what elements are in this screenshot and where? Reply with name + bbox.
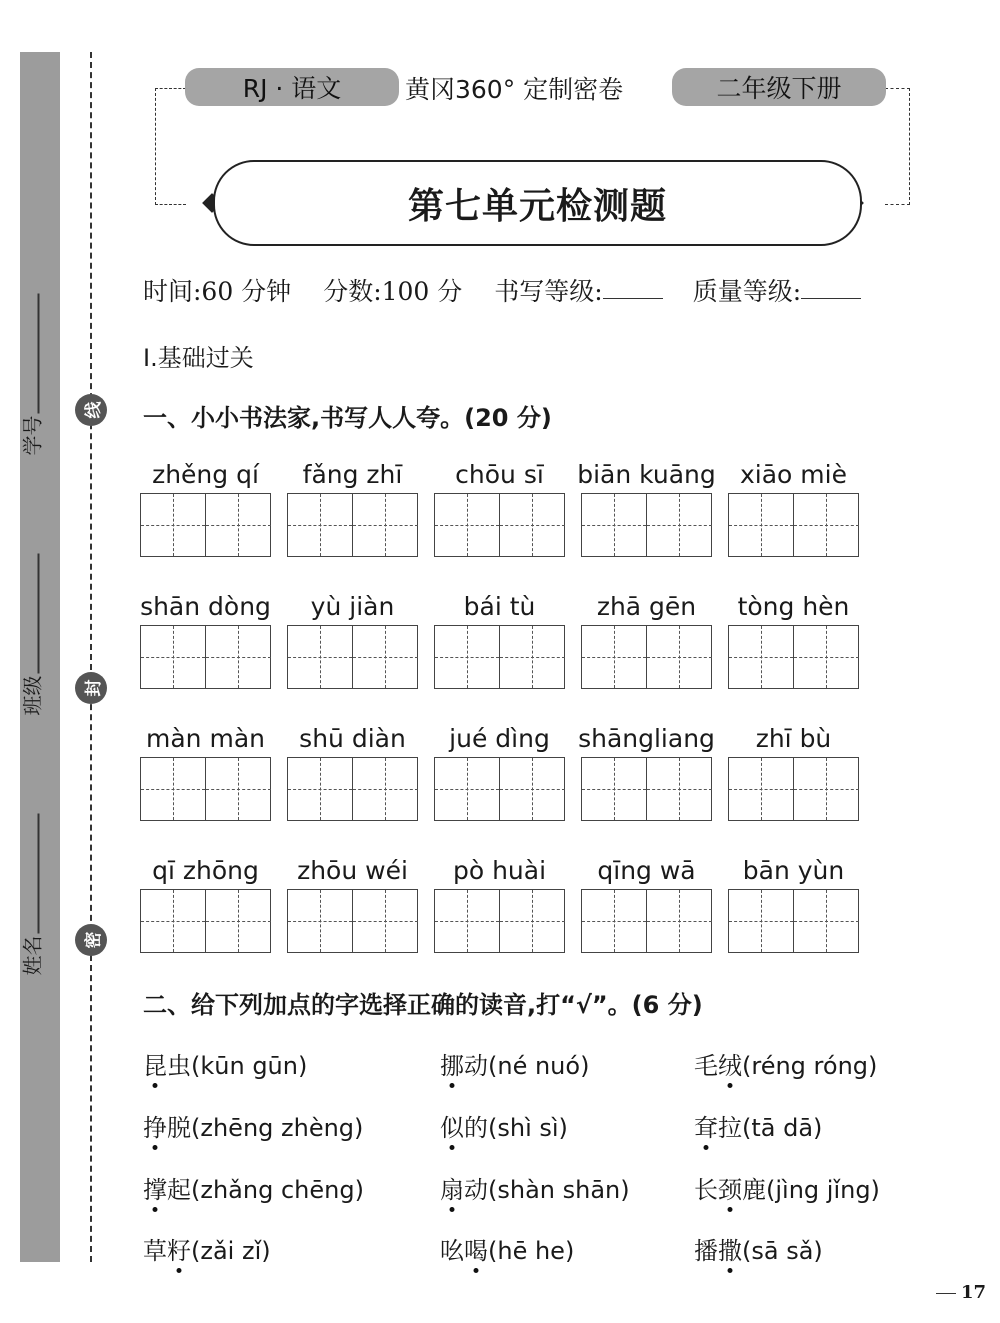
name-label: 姓名 xyxy=(20,935,45,976)
word-character: 昆 xyxy=(143,1052,167,1080)
writing-cell[interactable] xyxy=(647,758,712,820)
word-character: 草 xyxy=(143,1237,167,1265)
word-character: 动 xyxy=(464,1052,488,1080)
pinyin-prompt: jué dìng xyxy=(449,724,550,753)
quality-grade-blank[interactable] xyxy=(801,272,861,299)
score-info: 分数:100 分 xyxy=(323,277,463,306)
writing-cell[interactable] xyxy=(288,758,353,820)
writing-cell[interactable] xyxy=(794,626,859,688)
word-character: 撑 xyxy=(143,1176,167,1204)
page-number-dash xyxy=(936,1293,956,1294)
word-character: 颈 xyxy=(718,1176,742,1204)
header-frame-right xyxy=(885,88,910,205)
pronunciation-item[interactable] xyxy=(440,1046,589,1081)
emphasis-dot xyxy=(704,1145,709,1150)
writing-cell[interactable] xyxy=(141,494,206,556)
word-character: 播 xyxy=(694,1237,718,1265)
pronunciation-options[interactable]: (shàn shān) xyxy=(488,1176,630,1204)
q1-title: 一、小小书法家,书写人人夸。(20 分) xyxy=(143,404,552,432)
pronunciation-options[interactable]: (sā sǎ) xyxy=(742,1237,823,1265)
word-character: 耷 xyxy=(694,1114,718,1142)
pinyin-prompt: yù jiàn xyxy=(310,592,395,621)
word-character: 挪 xyxy=(440,1052,464,1080)
binding-dashed-line xyxy=(90,52,92,1262)
writing-cell[interactable] xyxy=(500,626,565,688)
word-character: 撒 xyxy=(718,1237,742,1265)
writing-cell[interactable] xyxy=(353,890,418,952)
pinyin-prompt: shū diàn xyxy=(299,724,406,753)
writing-cell[interactable] xyxy=(435,626,500,688)
emphasis-dot xyxy=(450,1207,455,1212)
writing-grade-blank[interactable] xyxy=(603,272,663,299)
emphasis-dot xyxy=(177,1268,182,1273)
pinyin-prompt: shān dòng xyxy=(140,592,271,621)
subject-badge: RJ · 语文 xyxy=(185,68,399,106)
writing-cell[interactable] xyxy=(647,890,712,952)
pronunciation-options[interactable]: (zhēng zhèng) xyxy=(191,1114,364,1142)
pronunciation-options[interactable]: (jìng jǐng) xyxy=(766,1176,880,1204)
pronunciation-item[interactable] xyxy=(694,1046,877,1081)
student-id-field[interactable] xyxy=(17,294,46,456)
pinyin-prompt: qī zhōng xyxy=(152,856,259,885)
writing-grid[interactable] xyxy=(728,757,859,821)
emphasis-dot xyxy=(153,1083,158,1088)
writing-cell[interactable] xyxy=(647,494,712,556)
writing-cell[interactable] xyxy=(141,758,206,820)
writing-cell[interactable] xyxy=(729,758,794,820)
word-character: 起 xyxy=(167,1176,191,1204)
writing-grid[interactable] xyxy=(434,493,565,557)
writing-grid[interactable] xyxy=(140,889,271,953)
name-line[interactable] xyxy=(23,814,39,934)
pronunciation-options[interactable]: (hē he) xyxy=(488,1237,575,1265)
header-frame-left xyxy=(155,88,186,205)
word-character: 毛 xyxy=(694,1052,718,1080)
time-info: 时间:60 分钟 xyxy=(143,277,292,306)
writing-cell[interactable] xyxy=(435,494,500,556)
writing-cell[interactable] xyxy=(435,758,500,820)
writing-cell[interactable] xyxy=(288,890,353,952)
pinyin-prompt: zhā gēn xyxy=(596,592,697,621)
student-id-line[interactable] xyxy=(23,294,39,414)
writing-cell[interactable] xyxy=(353,626,418,688)
writing-cell[interactable] xyxy=(141,890,206,952)
pinyin-prompt: biān kuāng xyxy=(577,460,716,489)
pronunciation-item[interactable] xyxy=(143,1170,364,1205)
writing-grid[interactable] xyxy=(581,757,712,821)
writing-cell[interactable] xyxy=(794,890,859,952)
word-character: 拉 xyxy=(718,1114,742,1142)
word-character: 挣 xyxy=(143,1114,167,1142)
binding-mark-line: 线 xyxy=(75,394,107,426)
page-title: 第七单元检测题 xyxy=(407,184,667,227)
pinyin-prompt: màn màn xyxy=(146,724,265,753)
writing-cell[interactable] xyxy=(729,890,794,952)
pronunciation-item[interactable] xyxy=(440,1170,630,1205)
pinyin-prompt: zhī bù xyxy=(755,724,832,753)
word-character: 喝 xyxy=(464,1237,488,1265)
pinyin-prompt: tòng hèn xyxy=(737,592,850,621)
pronunciation-item[interactable] xyxy=(694,1231,823,1266)
title-frame xyxy=(213,160,862,246)
writing-cell[interactable] xyxy=(582,494,647,556)
writing-grid[interactable] xyxy=(287,493,418,557)
pronunciation-options[interactable]: (réng róng) xyxy=(742,1052,878,1080)
writing-cell[interactable] xyxy=(206,626,271,688)
binding-mark-seal: 封 xyxy=(75,672,107,704)
pronunciation-options[interactable]: (zǎi zǐ) xyxy=(191,1237,271,1265)
writing-cell[interactable] xyxy=(435,890,500,952)
writing-cell[interactable] xyxy=(582,758,647,820)
writing-cell[interactable] xyxy=(206,758,271,820)
pronunciation-item[interactable] xyxy=(440,1231,574,1266)
class-field[interactable] xyxy=(17,554,46,716)
writing-grid[interactable] xyxy=(287,757,418,821)
pinyin-prompt: fǎng zhī xyxy=(302,460,403,489)
word-character: 似 xyxy=(440,1114,464,1142)
writing-cell[interactable] xyxy=(500,890,565,952)
writing-cell[interactable] xyxy=(794,494,859,556)
writing-grid[interactable] xyxy=(434,625,565,689)
writing-cell[interactable] xyxy=(288,626,353,688)
writing-grid[interactable] xyxy=(728,889,859,953)
pinyin-prompt: pò huài xyxy=(452,856,547,885)
writing-grade-label: 书写等级: xyxy=(494,277,603,306)
emphasis-dot xyxy=(728,1083,733,1088)
pinyin-prompt: zhěng qí xyxy=(152,460,259,489)
pronunciation-item[interactable] xyxy=(694,1108,822,1143)
writing-grid[interactable] xyxy=(287,625,418,689)
writing-grid[interactable] xyxy=(581,889,712,953)
pronunciation-options[interactable]: (shì sì) xyxy=(488,1114,568,1142)
writing-cell[interactable] xyxy=(500,758,565,820)
pinyin-prompt: chōu sī xyxy=(455,460,544,489)
writing-cell[interactable] xyxy=(582,626,647,688)
pronunciation-item[interactable] xyxy=(143,1108,363,1143)
pinyin-prompt: zhōu wéi xyxy=(297,856,408,885)
pronunciation-options[interactable]: (né nuó) xyxy=(488,1052,590,1080)
writing-grid[interactable] xyxy=(434,757,565,821)
q2-title: 二、给下列加点的字选择正确的读音,打“√”。(6 分) xyxy=(143,991,703,1019)
name-field[interactable] xyxy=(17,814,46,976)
writing-cell[interactable] xyxy=(288,494,353,556)
pinyin-prompt: shāngliang xyxy=(578,724,715,753)
writing-cell[interactable] xyxy=(582,890,647,952)
grade-badge: 二年级下册 xyxy=(672,68,886,106)
writing-grid[interactable] xyxy=(140,625,271,689)
quality-grade-label: 质量等级: xyxy=(692,277,802,306)
emphasis-dot xyxy=(728,1207,733,1212)
pinyin-prompt: qīng wā xyxy=(597,856,696,885)
writing-grid[interactable] xyxy=(728,493,859,557)
pronunciation-item[interactable] xyxy=(694,1170,880,1205)
word-character: 动 xyxy=(464,1176,488,1204)
writing-cell[interactable] xyxy=(500,494,565,556)
writing-grid[interactable] xyxy=(434,889,565,953)
word-character: 脱 xyxy=(167,1114,191,1142)
writing-cell[interactable] xyxy=(353,758,418,820)
writing-cell[interactable] xyxy=(206,890,271,952)
pinyin-prompt: xiāo miè xyxy=(740,460,847,489)
word-character: 籽 xyxy=(167,1237,191,1265)
emphasis-dot xyxy=(153,1207,158,1212)
class-label: 班级 xyxy=(20,675,45,716)
writing-cell[interactable] xyxy=(647,626,712,688)
word-character: 绒 xyxy=(718,1052,742,1080)
pronunciation-options[interactable]: (kūn gūn) xyxy=(191,1052,308,1080)
writing-cell[interactable] xyxy=(729,626,794,688)
writing-grid[interactable] xyxy=(287,889,418,953)
emphasis-dot xyxy=(450,1145,455,1150)
exam-info xyxy=(143,272,861,308)
writing-grid[interactable] xyxy=(140,493,271,557)
word-character: 虫 xyxy=(167,1052,191,1080)
writing-grid[interactable] xyxy=(581,493,712,557)
section-heading: Ⅰ.基础过关 xyxy=(143,344,254,372)
pinyin-prompt: bān yùn xyxy=(742,856,845,885)
word-character: 长 xyxy=(694,1176,718,1204)
emphasis-dot xyxy=(474,1268,479,1273)
pinyin-prompt: bái tù xyxy=(463,592,536,621)
student-id-label: 学号 xyxy=(20,415,45,456)
pronunciation-options[interactable]: (tā dā) xyxy=(742,1114,823,1142)
emphasis-dot xyxy=(450,1083,455,1088)
word-character: 的 xyxy=(464,1114,488,1142)
writing-cell[interactable] xyxy=(794,758,859,820)
writing-cell[interactable] xyxy=(141,626,206,688)
emphasis-dot xyxy=(153,1145,158,1150)
writing-cell[interactable] xyxy=(729,494,794,556)
word-character: 扇 xyxy=(440,1176,464,1204)
writing-grid[interactable] xyxy=(140,757,271,821)
writing-grid[interactable] xyxy=(581,625,712,689)
word-character: 鹿 xyxy=(742,1176,766,1204)
pronunciation-options[interactable]: (zhǎng chēng) xyxy=(191,1176,364,1204)
pronunciation-item[interactable] xyxy=(143,1231,271,1266)
writing-grid[interactable] xyxy=(728,625,859,689)
writing-cell[interactable] xyxy=(353,494,418,556)
pronunciation-item[interactable] xyxy=(440,1108,568,1143)
binding-mark-dense: 密 xyxy=(75,924,107,956)
word-character: 吆 xyxy=(440,1237,464,1265)
class-line[interactable] xyxy=(23,554,39,674)
page-number: 17 xyxy=(960,1282,986,1303)
series-title: 黄冈360° 定制密卷 xyxy=(405,75,624,104)
emphasis-dot xyxy=(728,1268,733,1273)
writing-cell[interactable] xyxy=(206,494,271,556)
pronunciation-item[interactable] xyxy=(143,1046,307,1081)
